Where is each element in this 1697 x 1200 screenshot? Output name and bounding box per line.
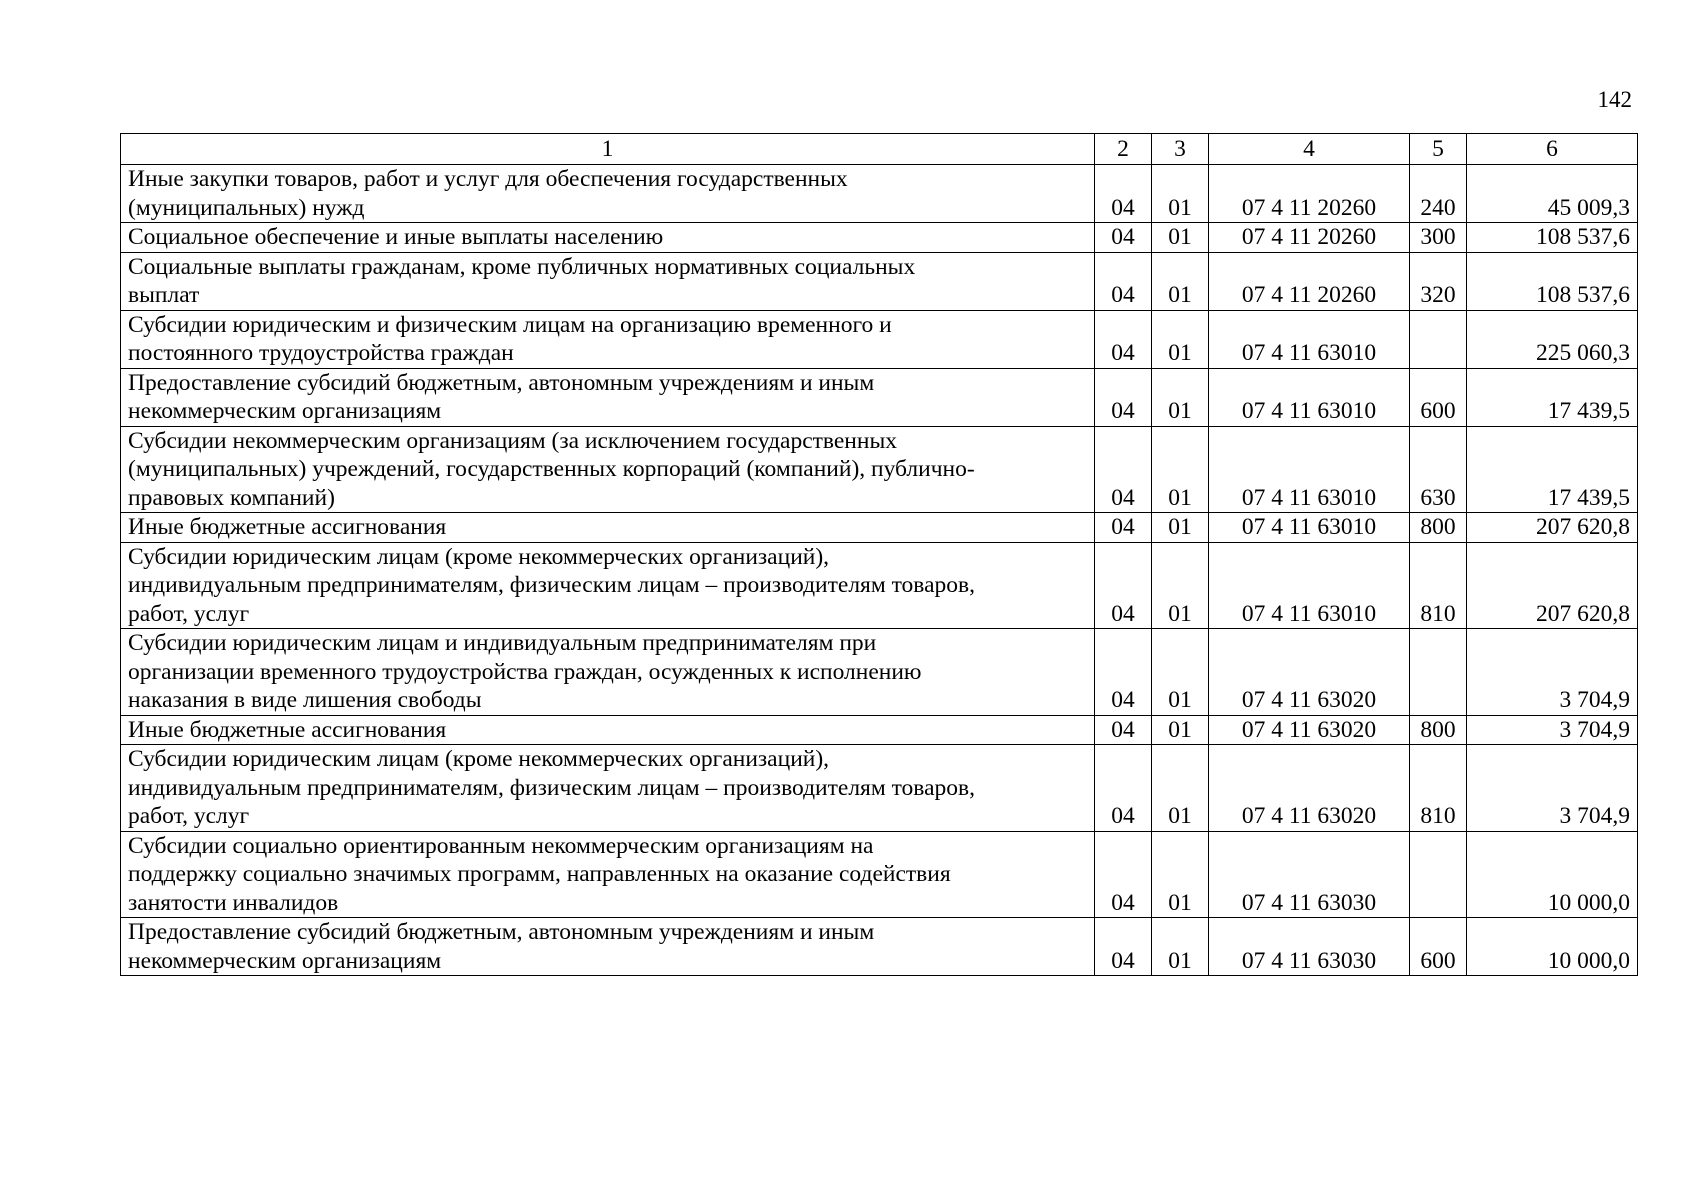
row-amount: 3 704,9 [1467, 629, 1638, 716]
row-target-article: 07 4 11 63010 [1209, 310, 1410, 368]
row-target-article: 07 4 11 20260 [1209, 165, 1410, 223]
table-row [121, 918, 1638, 976]
row-target-article: 07 4 11 63010 [1209, 513, 1410, 543]
budget-table [120, 133, 1638, 976]
row-section: 04 [1095, 252, 1152, 310]
row-name: Субсидии некоммерческим организациям (за исключением государственных (муниципальных) учреждений, государственных корпораций (компаний), публично- правовых компаний) [121, 426, 1095, 513]
row-section: 04 [1095, 831, 1152, 918]
row-amount: 207 620,8 [1467, 542, 1638, 629]
header-col-5: 5 [1410, 134, 1467, 165]
row-expense-type: 810 [1410, 542, 1467, 629]
row-amount: 108 537,6 [1467, 223, 1638, 253]
row-amount: 10 000,0 [1467, 831, 1638, 918]
row-name: Субсидии юридическим лицам (кроме некоммерческих организаций), индивидуальным предпринимателям, физическим лицам – производителям товаров, работ, услуг [121, 745, 1095, 832]
table-row [121, 426, 1638, 513]
row-amount: 3 704,9 [1467, 745, 1638, 832]
header-col-4: 4 [1209, 134, 1410, 165]
row-expense-type: 810 [1410, 745, 1467, 832]
row-name: Субсидии юридическим лицам (кроме некоммерческих организаций), индивидуальным предпринимателям, физическим лицам – производителям товаров, работ, услуг [121, 542, 1095, 629]
row-expense-type: 300 [1410, 223, 1467, 253]
row-expense-type: 240 [1410, 165, 1467, 223]
table-row [121, 831, 1638, 918]
row-amount: 207 620,8 [1467, 513, 1638, 543]
table-row [121, 252, 1638, 310]
row-section: 04 [1095, 368, 1152, 426]
row-amount: 10 000,0 [1467, 918, 1638, 976]
row-expense-type [1410, 831, 1467, 918]
row-section: 04 [1095, 715, 1152, 745]
row-section: 04 [1095, 629, 1152, 716]
row-expense-type: 800 [1410, 715, 1467, 745]
row-subsection: 01 [1152, 310, 1209, 368]
row-subsection: 01 [1152, 715, 1209, 745]
table-row [121, 368, 1638, 426]
row-target-article: 07 4 11 63010 [1209, 542, 1410, 629]
header-col-2: 2 [1095, 134, 1152, 165]
row-section: 04 [1095, 918, 1152, 976]
row-name: Социальные выплаты гражданам, кроме публичных нормативных социальных выплат [121, 252, 1095, 310]
row-target-article: 07 4 11 63020 [1209, 745, 1410, 832]
row-name: Предоставление субсидий бюджетным, автономным учреждениям и иным некоммерческим организациям [121, 368, 1095, 426]
row-subsection: 01 [1152, 426, 1209, 513]
row-section: 04 [1095, 426, 1152, 513]
row-subsection: 01 [1152, 368, 1209, 426]
row-name: Субсидии социально ориентированным некоммерческим организациям на поддержку социально значимых программ, направленных на оказание содействия занятости инвалидов [121, 831, 1095, 918]
row-section: 04 [1095, 223, 1152, 253]
row-section: 04 [1095, 310, 1152, 368]
row-subsection: 01 [1152, 542, 1209, 629]
row-expense-type: 600 [1410, 368, 1467, 426]
table-row [121, 745, 1638, 832]
row-subsection: 01 [1152, 513, 1209, 543]
row-name: Иные закупки товаров, работ и услуг для обеспечения государственных (муниципальных) нужд [121, 165, 1095, 223]
row-target-article: 07 4 11 63010 [1209, 426, 1410, 513]
table-row [121, 165, 1638, 223]
page-number: 142 [1597, 87, 1632, 112]
row-name: Субсидии юридическим лицам и индивидуальным предпринимателям при организации временного трудоустройства граждан, осужденных к исполнению наказания в виде лишения свободы [121, 629, 1095, 716]
row-target-article: 07 4 11 63030 [1209, 831, 1410, 918]
row-expense-type: 800 [1410, 513, 1467, 543]
table-row [121, 513, 1638, 543]
row-name: Субсидии юридическим и физическим лицам на организацию временного и постоянного трудоустройства граждан [121, 310, 1095, 368]
table-row [121, 542, 1638, 629]
row-subsection: 01 [1152, 831, 1209, 918]
row-expense-type [1410, 310, 1467, 368]
row-expense-type: 630 [1410, 426, 1467, 513]
row-name: Предоставление субсидий бюджетным, автономным учреждениям и иным некоммерческим организациям [121, 918, 1095, 976]
row-name: Иные бюджетные ассигнования [121, 715, 1095, 745]
row-amount: 45 009,3 [1467, 165, 1638, 223]
table-header [121, 134, 1638, 165]
table-body [121, 165, 1638, 976]
row-section: 04 [1095, 513, 1152, 543]
header-col-1: 1 [121, 134, 1095, 165]
table-row [121, 310, 1638, 368]
row-subsection: 01 [1152, 629, 1209, 716]
row-section: 04 [1095, 745, 1152, 832]
row-amount: 17 439,5 [1467, 368, 1638, 426]
row-subsection: 01 [1152, 223, 1209, 253]
row-subsection: 01 [1152, 918, 1209, 976]
row-target-article: 07 4 11 63010 [1209, 368, 1410, 426]
header-col-3: 3 [1152, 134, 1209, 165]
row-subsection: 01 [1152, 165, 1209, 223]
row-target-article: 07 4 11 63020 [1209, 715, 1410, 745]
row-expense-type [1410, 629, 1467, 716]
row-section: 04 [1095, 165, 1152, 223]
row-subsection: 01 [1152, 745, 1209, 832]
row-expense-type: 320 [1410, 252, 1467, 310]
row-target-article: 07 4 11 20260 [1209, 223, 1410, 253]
header-col-6: 6 [1467, 134, 1638, 165]
row-subsection: 01 [1152, 252, 1209, 310]
table-row [121, 223, 1638, 253]
table-row [121, 629, 1638, 716]
row-name: Социальное обеспечение и иные выплаты населению [121, 223, 1095, 253]
row-target-article: 07 4 11 20260 [1209, 252, 1410, 310]
header-row [121, 134, 1638, 165]
table-row [121, 715, 1638, 745]
row-section: 04 [1095, 542, 1152, 629]
row-target-article: 07 4 11 63020 [1209, 629, 1410, 716]
row-amount: 3 704,9 [1467, 715, 1638, 745]
row-expense-type: 600 [1410, 918, 1467, 976]
row-amount: 225 060,3 [1467, 310, 1638, 368]
row-name: Иные бюджетные ассигнования [121, 513, 1095, 543]
row-amount: 17 439,5 [1467, 426, 1638, 513]
row-amount: 108 537,6 [1467, 252, 1638, 310]
row-target-article: 07 4 11 63030 [1209, 918, 1410, 976]
